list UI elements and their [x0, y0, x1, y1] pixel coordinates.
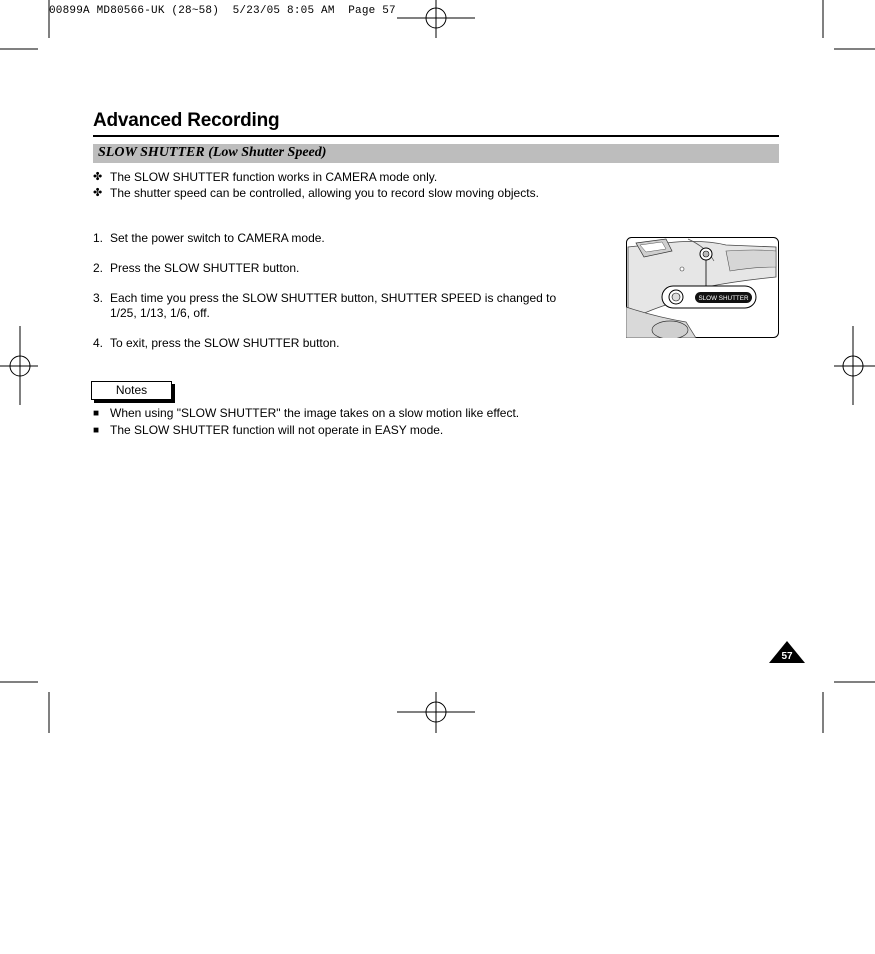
list-item: ■ The SLOW SHUTTER function will not operate in EASY mode.	[93, 423, 444, 437]
list-item: ✤ The SLOW SHUTTER function works in CAMERA mode only.	[93, 170, 438, 184]
list-item: ■ When using "SLOW SHUTTER" the image takes on a slow motion like effect.	[93, 406, 520, 420]
page-title: Advanced Recording	[93, 110, 280, 131]
step-item: 4. To exit, press the SLOW SHUTTER button.	[93, 336, 340, 350]
slow-shutter-button-label: SLOW SHUTTER	[698, 295, 749, 302]
notes-label: Notes	[91, 381, 172, 400]
print-slug: 00899A MD80566-UK (28~58) 5/23/05 8:05 AM Page 57	[49, 5, 396, 17]
square-bullet-icon: ■	[93, 425, 100, 436]
section-title: SLOW SHUTTER (Low Shutter Speed)	[98, 145, 327, 160]
cross-bullet-icon: ✤	[93, 171, 103, 183]
cross-bullet-icon: ✤	[93, 187, 103, 199]
page-number: 57	[781, 651, 793, 662]
list-item: ✤ The shutter speed can be controlled, allowing you to record slow moving objects.	[93, 186, 539, 200]
intro-bullets	[93, 169, 539, 201]
square-bullet-icon: ■	[93, 408, 100, 419]
step-item: 1. Set the power switch to CAMERA mode.	[93, 231, 325, 245]
camera-illustration	[626, 237, 779, 338]
steps-list	[93, 231, 570, 366]
page-number-tab	[769, 639, 805, 663]
step-item: 2. Press the SLOW SHUTTER button.	[93, 261, 300, 275]
step-item: 3. Each time you press the SLOW SHUTTER button, SHUTTER SPEED is changed to 1/25, 1/13, 1/6, off.	[93, 291, 557, 320]
notes-list	[93, 405, 519, 439]
title-rule	[93, 135, 779, 137]
